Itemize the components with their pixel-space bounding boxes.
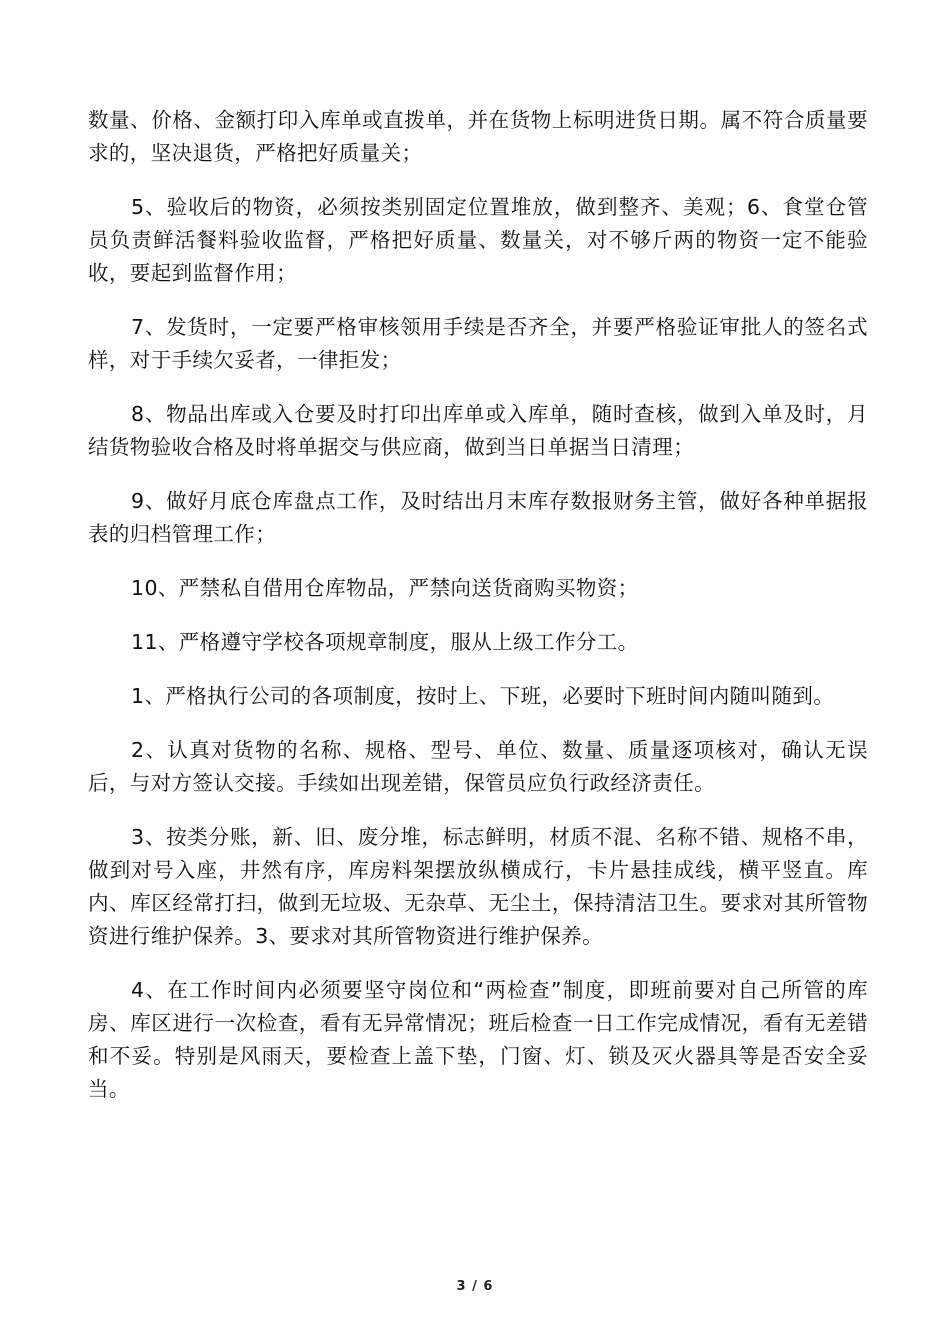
paragraph-8: 1、严格执行公司的各项制度，按时上、下班，必要时下班时间内随叫随到。 <box>131 684 835 708</box>
paragraph-7: 11、严格遵守学校各项规章制度，服从上级工作分工。 <box>131 630 639 654</box>
paragraph-5: 9、做好月底仓库盘点工作，及时结出月末库存数报财务主管，做好各种单据报表的归档管理工作； <box>88 489 868 546</box>
paragraph-2: 5、验收后的物资，必须按类别固定位置堆放，做到整齐、美观；6、食堂仓管员负责鲜活餐料验收监督，严格把好质量、数量关，对不够斤两的物资一定不能验收，要起到监督作用； <box>88 195 868 285</box>
paragraph-4: 8、物品出库或入仓要及时打印出库单或入库单，随时查核，做到入单及时，月结货物验收合格及时将单据交与供应商，做到当日单据当日清理； <box>88 402 868 459</box>
document-body <box>88 104 868 1127</box>
paragraph-3: 7、发货时，一定要严格审核领用手续是否齐全，并要严格验证审批人的签名式样，对于手续欠妥者，一律拒发； <box>88 315 868 372</box>
paragraph-11: 4、在工作时间内必须要坚守岗位和“两检查”制度，即班前要对自己所管的库房、库区进行一次检查，看有无异常情况；班后检查一日工作完成情况，看有无差错和不妥。特别是风雨天，要检查上盖下垫，门窗、灯、锁及灭火器具等是否安全妥当。 <box>88 978 868 1101</box>
paragraph-6: 10、严禁私自借用仓库物品，严禁向送货商购买物资； <box>131 576 639 600</box>
paragraph-9: 2、认真对货物的名称、规格、型号、单位、数量、质量逐项核对，确认无误后，与对方签认交接。手续如出现差错，保管员应负行政经济责任。 <box>88 738 868 795</box>
page-number: 3 / 6 <box>456 1279 494 1294</box>
paragraph-10: 3、按类分账，新、旧、废分堆，标志鲜明，材质不混、名称不错、规格不串，做到对号入座，井然有序，库房料架摆放纵横成行，卡片悬挂成线，横平竖直。库内、库区经常打扫，做到无垃圾、无杂草、无尘土，保持清洁卫生。要求对其所管物资进行维护保养。3、要求对其所管物资进行维护保养。 <box>88 825 868 948</box>
paragraph-1: 数量、价格、金额打印入库单或直拨单，并在货物上标明进货日期。属不符合质量要求的，坚决退货，严格把好质量关； <box>88 108 868 165</box>
